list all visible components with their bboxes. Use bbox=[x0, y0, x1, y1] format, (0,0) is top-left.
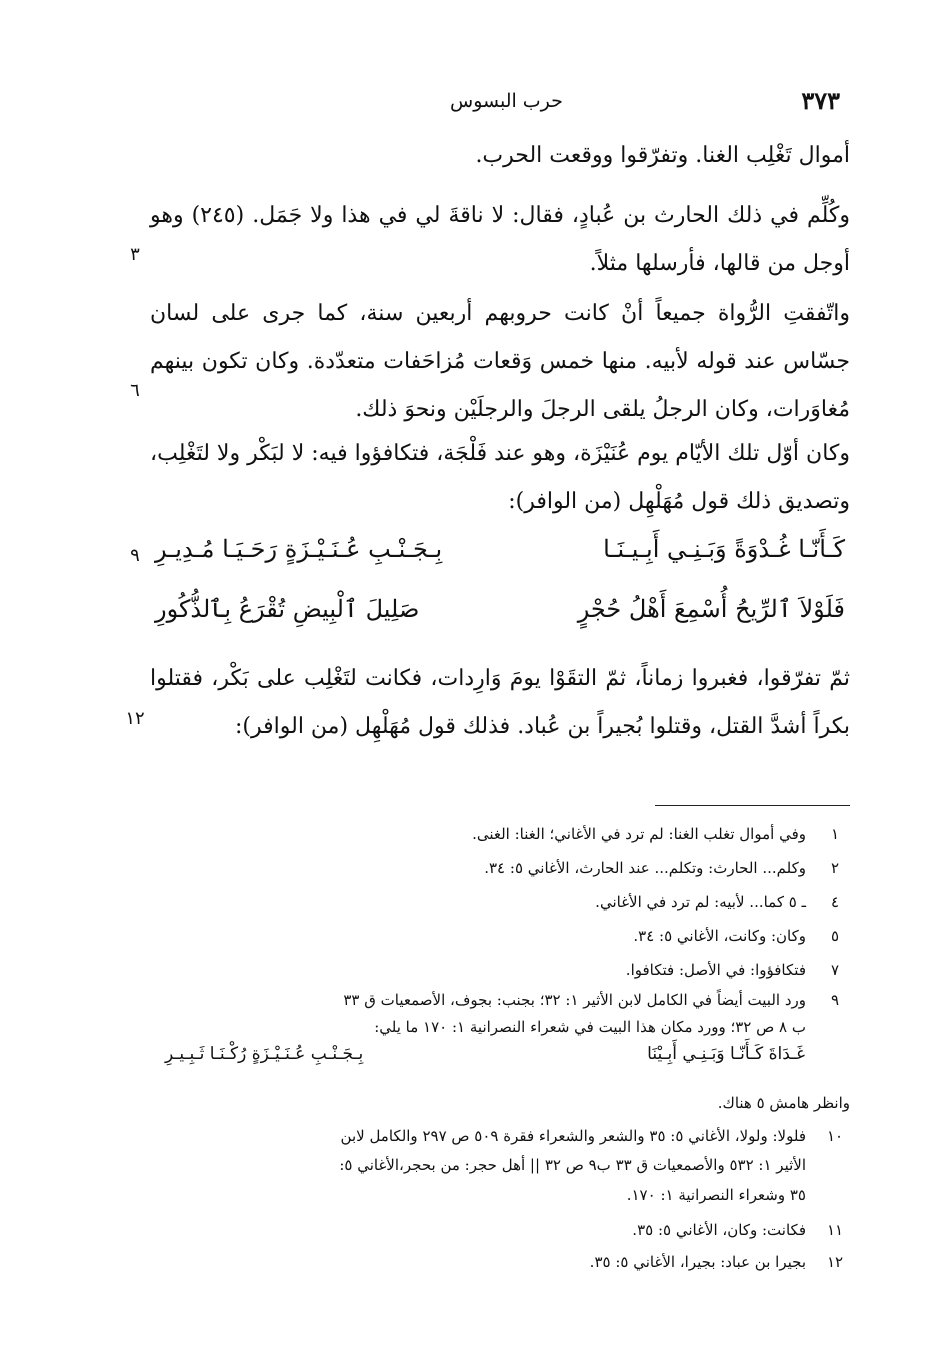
footnote-10-continuation: الأثير ١: ٥٣٢ والأصمعيات ق ٣٣ ب٩ ص ٣٢ || أهل حجر: من بحجر،الأغاني ٥: bbox=[339, 1156, 806, 1174]
footnote-text: فكانت: وكان، الأغاني ٥: ٣٥. bbox=[632, 1221, 806, 1239]
footnote-verse-first-hemistich: غَـدَاةَ كَـأَنّـا وَبَـنِـي أَبِـيْنَا bbox=[647, 1044, 805, 1064]
footnote-10-continuation-2: ٣٥ وشعراء النصرانية ١: ١٧٠. bbox=[626, 1186, 806, 1204]
footnote-number: ١٢ bbox=[826, 1253, 844, 1271]
footnote-text: وكلم... الحارث: وتكلم... عند الحارث، الأغاني ٥: ٣٤. bbox=[484, 859, 806, 877]
footnote-verse-second-hemistich: بِـجَـنْـبِ عُـنَـيْـزَةٍ رُكْـنَـا ثَـبِـيـرِ bbox=[165, 1044, 364, 1064]
line-number-3: ٣ bbox=[130, 244, 140, 265]
verse-2 bbox=[155, 595, 845, 645]
paragraph-2: وكُلِّم في ذلك الحارث بن عُبادٍ، فقال: لا ناقةَ لي في هذا ولا جَمَل. (٢٤٥) وهو أوجل من قالها، فأرسلها مثلاً. bbox=[150, 203, 850, 276]
footnote-number: ٩ bbox=[830, 991, 840, 1009]
verse-1-first-hemistich: كَـأَنّـا غُـدْوَةً وَبَـنِـي أَبِـيـنَـا bbox=[603, 535, 845, 563]
paragraph-1: أموال تَغْلِب الغنا. وتفرّقوا ووقعت الحرب. bbox=[475, 143, 850, 168]
footnote-text: بجيرا بن عباد: بجيرا، الأغاني ٥: ٣٥. bbox=[589, 1253, 806, 1271]
line-number-9: ٩ bbox=[130, 545, 140, 566]
footnote-number: ٧ bbox=[830, 961, 840, 979]
footnote-number: ١ bbox=[830, 825, 840, 843]
footnote-text: ـ ٥ كما... لأبيه: لم ترد في الأغاني. bbox=[595, 893, 806, 911]
footnote-number: ٥ bbox=[830, 927, 840, 945]
paragraph-4: وكان أوّل تلك الأيّام يوم عُنَيْزَة، وهو عند فَلْجَة، فتكافؤوا فيه: لا لبَكْر ولا لتَغْلِب، وتصديق ذلك قول مُهَلْهِل (من الوافر): bbox=[150, 441, 850, 514]
footnote-number: ٢ bbox=[830, 859, 840, 877]
paragraph-3: واتّفقتِ الرُّواة جميعاً أنْ كانت حروبهم أربعين سنة، كما جرى على لسان جسّاس عند قوله لأبيه. منها خمس وَقعات مُزاحَفات متعدّدة. وكان تكون بينهم مُغاوَرات، وكان الرجلُ يلقى الرجلَ والرجلَيْن ونحوَ ذلك. bbox=[150, 301, 850, 422]
footnote-text: وكان: وكانت، الأغاني ٥: ٣٤. bbox=[633, 927, 806, 945]
verse-1-second-hemistich: بِـجَـنْـبِ عُـنَـيْـزَةٍ رَحَـيَـا مُـدِيـرِ bbox=[155, 535, 443, 563]
footnote-number: ٤ bbox=[830, 893, 840, 911]
verse-1 bbox=[155, 535, 845, 585]
running-title: حرب البسوس bbox=[450, 90, 563, 112]
footnote-number: ١١ bbox=[826, 1221, 844, 1239]
footnote-9-note: وانظر هامش ٥ هناك. bbox=[717, 1094, 850, 1112]
footnote-9-continuation: ب ٨ ص ٣٢؛ وورد مكان هذا البيت في شعراء النصرانية ١: ١٧٠ ما يلي: bbox=[374, 1018, 806, 1036]
footnote-9-verse bbox=[165, 1044, 805, 1074]
verse-2-first-hemistich: فَلَوْلاَ ٱلرِّيحُ أُسْمِعَ أَهْلُ حُجْرٍ bbox=[577, 595, 845, 623]
page-header bbox=[150, 86, 840, 116]
footnote-text: فتكافؤوا: في الأصل: فتكافوا. bbox=[625, 961, 806, 979]
footnote-text: ورد البيت أيضاً في الكامل لابن الأثير ١: ٣٢؛ بجنب: بجوف، الأصمعيات ق ٣٣ bbox=[343, 991, 806, 1009]
line-number-12: ١٢ bbox=[125, 708, 145, 729]
footnote-text: وفي أموال تغلب الغنا: لم ترد في الأغاني؛ الغنا: الغنى. bbox=[472, 825, 806, 843]
paragraph-5: ثمّ تفرّقوا، فغبروا زماناً، ثمّ التقَوْا يومَ وَارِدات، فكانت لتَغْلِب على بَكْر، فقتلوا بكراً أشدَّ القتل، وقتلوا بُجيراً بن عُباد. فذلك قول مُهَلْهِل (من الوافر): bbox=[150, 666, 850, 739]
footnote-number: ١٠ bbox=[826, 1127, 844, 1145]
line-number-6: ٦ bbox=[130, 380, 140, 401]
footnote-text: فلولا: ولولا، الأغاني ٥: ٣٥ والشعر والشعراء فقرة ٥٠٩ ص ٢٩٧ والكامل لابن bbox=[340, 1127, 806, 1145]
footnote-divider bbox=[655, 805, 850, 806]
page-number: ٣٧٣ bbox=[801, 86, 840, 115]
verse-2-second-hemistich: صَلِيلَ ٱلْبِيضِ تُقْرَعُ بِٱلذُّكُورِ bbox=[155, 595, 420, 623]
